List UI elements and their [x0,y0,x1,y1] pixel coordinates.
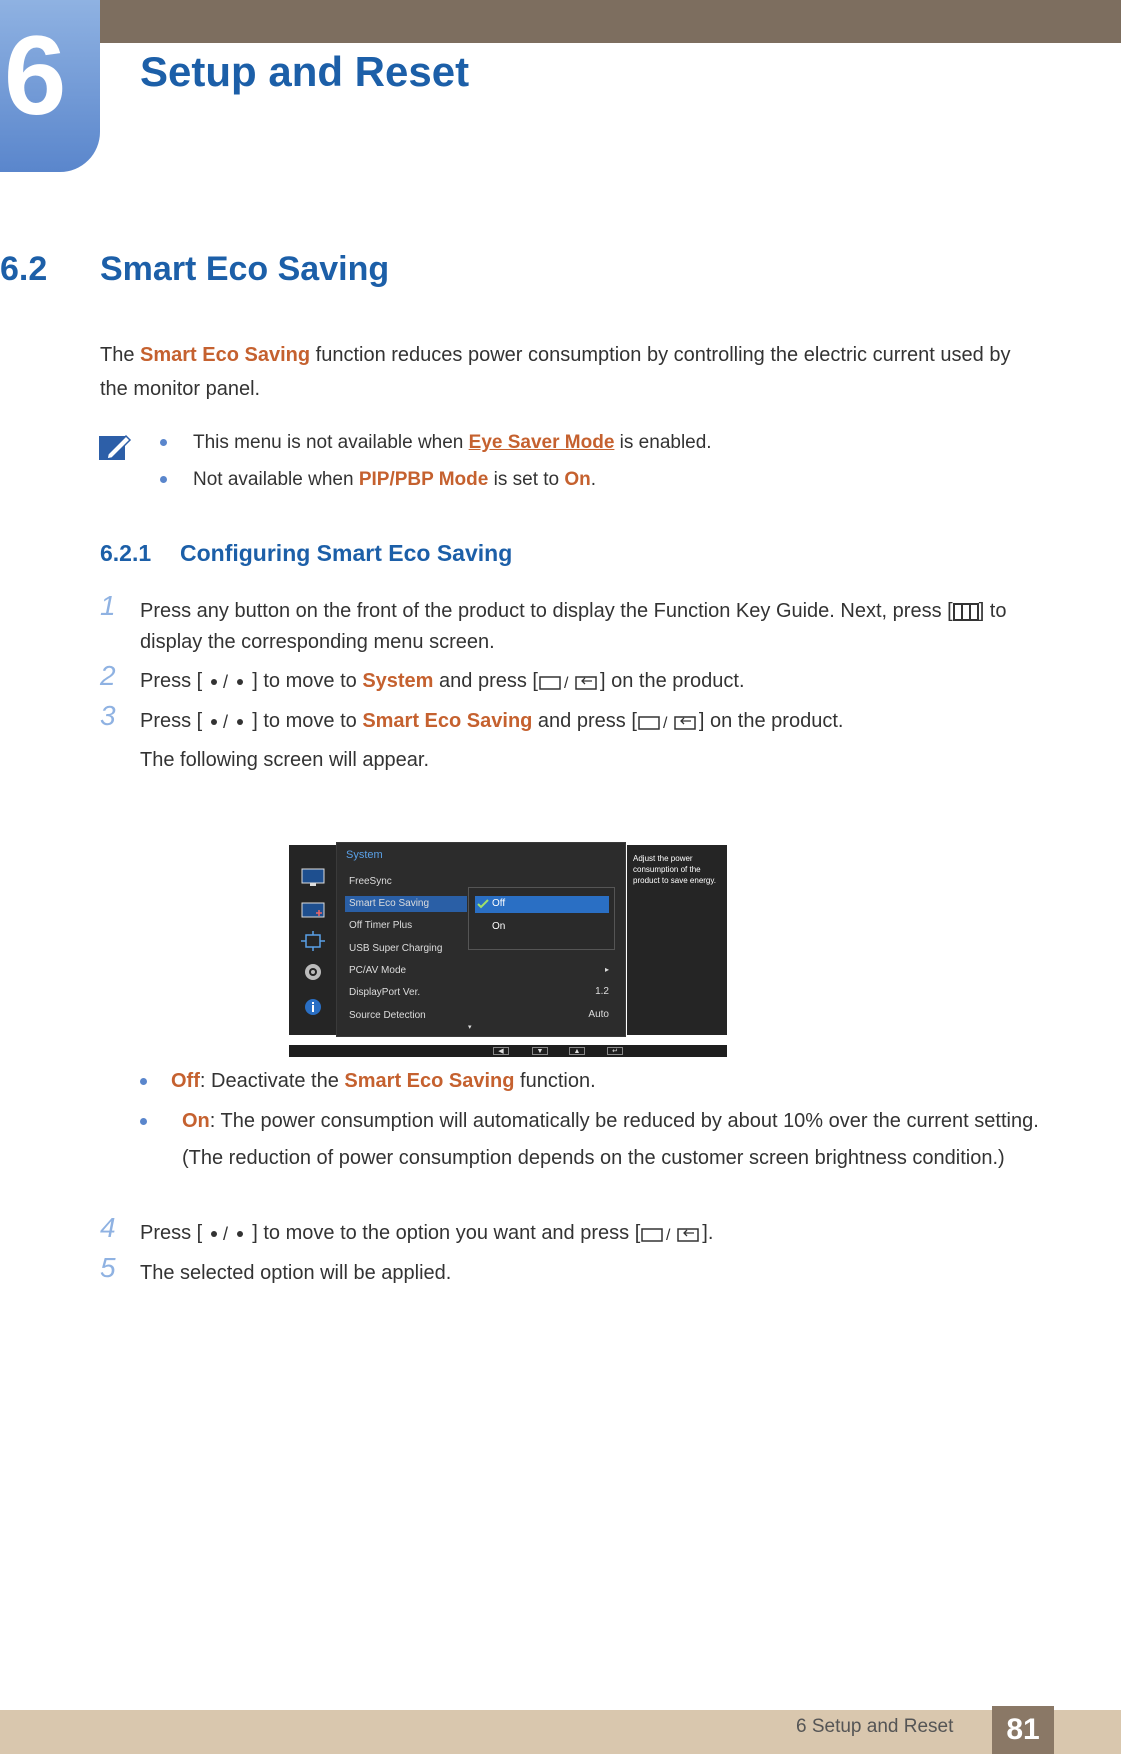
osd-side-panel [289,845,336,1035]
bullet-icon [160,439,167,446]
note-text-end: . [590,469,597,490]
osd-item-freesync[interactable]: FreeSync [349,876,392,887]
step-text: and press [ [433,670,538,692]
note-text: Not available when [193,469,359,490]
scroll-down-icon: ▾ [468,1024,472,1031]
svg-text:/: / [223,712,229,731]
step-text-end: ] to display the corresponding menu screen. [140,600,1007,653]
step-number: 1 [100,590,116,621]
note-term-on: On [564,469,591,490]
note-item [160,424,712,461]
note-text: This menu is not available when [193,432,469,453]
step-text: ] to move to [252,710,363,732]
section-number: 6.2 [0,250,48,288]
step-3 [100,700,1060,776]
osd-value-displayport: 1.2 [595,986,609,997]
osd-title: System [346,849,383,861]
osd-item-displayport-ver[interactable]: DisplayPort Ver. [349,987,421,998]
svg-text:/: / [662,714,668,731]
chapter-tab [0,0,100,172]
step-number: 5 [100,1252,116,1283]
svg-text:/: / [666,1226,671,1243]
osd-help-panel [627,845,727,1035]
step-5 [100,1252,1060,1289]
note-item [160,461,712,498]
osd-value-source-detection: Auto [588,1009,609,1020]
up-down-button-icon [202,713,252,731]
chapter-title: Setup and Reset [140,48,470,95]
gear-icon [301,962,325,982]
smart-eco-term: Smart Eco Saving [362,710,533,732]
osd-item-source-detection[interactable]: Source Detection [349,1010,426,1021]
bullet-icon [140,1118,147,1125]
svg-text:/: / [223,672,229,691]
step-text: and press [ [532,710,637,732]
up-down-button-icon [202,673,252,691]
step-text: ] to move to the option you want and press [ [252,1222,641,1244]
step-text: Press [ [140,1222,203,1244]
bullet-icon [140,1078,147,1085]
step-text: Press [ [140,710,203,732]
option-note: (The reduction of power consumption depends on the customer screen brightness condition.) [182,1147,1005,1169]
step-text-end: ]. [702,1222,714,1244]
option-term-smart-eco: Smart Eco Saving [344,1070,515,1092]
chapter-number: 6 [4,13,67,138]
osd-submenu [468,887,615,950]
step-text: Press [ [140,670,203,692]
note-text-mid: is set to [488,469,565,490]
section-heading [0,250,389,289]
subsection-heading [100,540,512,567]
header-bar [0,0,1121,43]
position-icon [301,931,325,951]
note-text-end: is enabled. [614,432,712,453]
svg-text:/: / [563,674,569,691]
step-text: ] to move to [252,670,363,692]
onscreen-display-icon [301,900,325,920]
page-number: 81 [992,1706,1054,1754]
note-term: PIP/PBP Mode [358,469,489,490]
step-1 [100,590,1060,658]
svg-text:/: / [223,1224,229,1243]
osd-menu-screenshot [289,842,727,1056]
intro-paragraph [100,338,1040,406]
menu-button-icon [953,602,979,622]
step-number: 2 [100,660,116,691]
enter-source-button-icon [637,713,699,731]
step-2 [100,660,1060,697]
intro-text-end: function reduces power consumption by controlling the electric current used by the monitor panel. [100,344,1011,400]
osd-item-usb-super-charging[interactable]: USB Super Charging [349,943,443,954]
option-term-on: On [182,1110,210,1132]
system-term: System [362,670,434,692]
osd-item-smart-eco-saving[interactable]: Smart Eco Saving [349,898,430,909]
osd-item-pc-av-mode[interactable]: PC/AV Mode [349,965,407,976]
step-followup: The following screen will appear. [140,749,430,771]
subsection-number: 6.2.1 [100,540,152,566]
step-text: The selected option will be applied. [140,1262,452,1284]
submenu-on[interactable]: On [492,921,506,932]
check-icon [477,899,489,909]
option-text-end: function. [514,1070,596,1092]
step-number: 4 [100,1212,116,1243]
option-on [140,1106,1040,1174]
intro-term: Smart Eco Saving [140,344,311,366]
option-off [140,1066,1040,1097]
up-arrow-icon: ▲ [569,1047,585,1055]
down-arrow-icon: ▼ [532,1047,548,1055]
bullet-icon [160,476,167,483]
enter-source-button-icon [538,673,600,691]
footer-chapter: 6 Setup and Reset [796,1716,954,1737]
eye-saver-link[interactable]: Eye Saver Mode [468,432,615,453]
submenu-off[interactable]: Off [492,898,506,909]
up-down-button-icon [202,1225,252,1243]
osd-main-panel [336,842,626,1037]
osd-item-off-timer-plus[interactable]: Off Timer Plus [349,920,413,931]
section-title: Smart Eco Saving [100,250,390,288]
intro-text: The [100,344,141,366]
note-icon [98,432,132,462]
osd-help-text: Adjust the power consumption of the product to save energy. [633,854,717,885]
left-arrow-icon: ◀ [493,1047,509,1055]
option-text: : The power consumption will automatically be reduced by about 10% over the current setting. [209,1110,1039,1132]
option-term-off: Off [171,1070,200,1092]
chevron-right-icon: ▸ [604,965,609,974]
info-icon [301,997,325,1017]
enter-source-button-icon [640,1225,702,1243]
step-4 [100,1212,1060,1249]
subsection-title: Configuring Smart Eco Saving [180,540,513,566]
step-text-end: ] on the product. [698,710,844,732]
step-number: 3 [100,700,116,731]
osd-button-guide [289,1045,727,1057]
option-text: : Deactivate the [199,1070,345,1092]
enter-icon: ↵ [607,1047,623,1055]
note-list [160,424,712,498]
picture-icon [301,867,325,887]
step-text-end: ] on the product. [599,670,745,692]
step-text: Press any button on the front of the product to display the Function Key Guide. Next, press [ [140,600,953,622]
